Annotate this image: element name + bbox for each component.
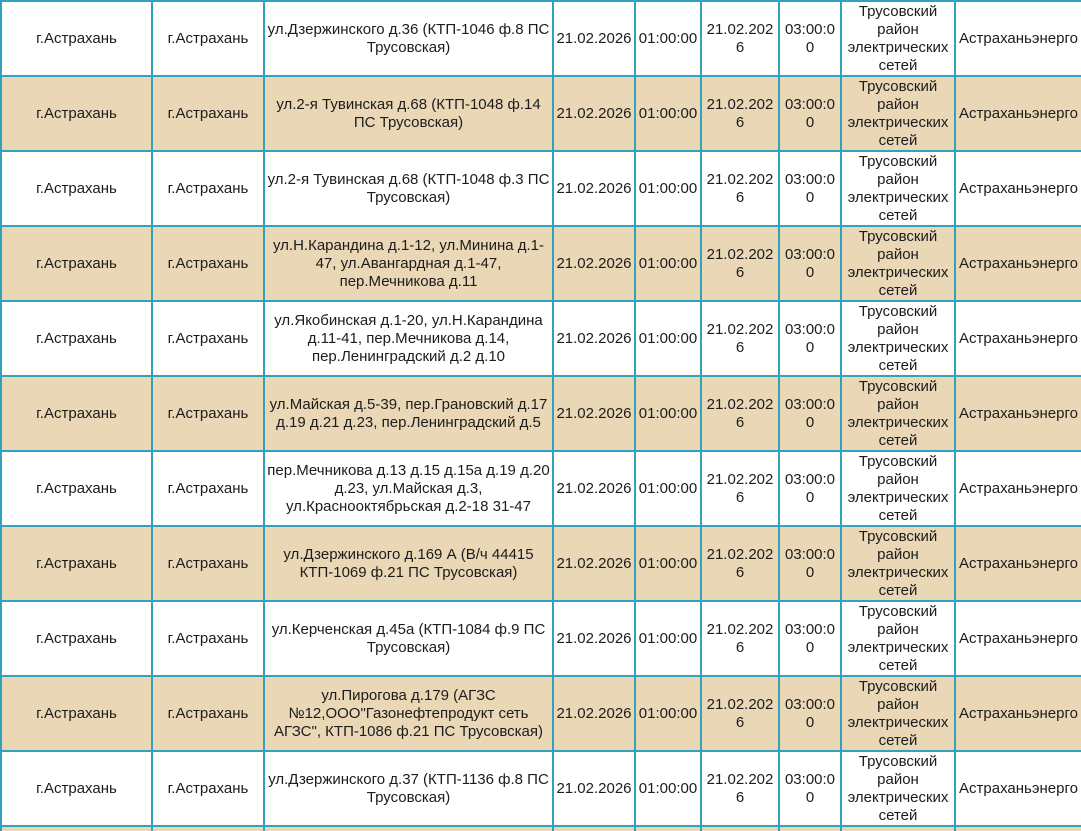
cell-time-end: 03:00:00 bbox=[779, 76, 841, 151]
table-row-partial bbox=[1, 826, 1081, 831]
cell-date-start: 21.02.2026 bbox=[553, 526, 635, 601]
cell-grid-org: Трусовский район электрических сетей bbox=[841, 751, 955, 826]
cell-time-start: 01:00:00 bbox=[635, 751, 701, 826]
cell-date-end: 21.02.2026 bbox=[701, 76, 779, 151]
table-row bbox=[1, 451, 1081, 526]
cell-time-end: 03:00:00 bbox=[779, 601, 841, 676]
cell-company: Астраханьэнерго bbox=[955, 451, 1081, 526]
cell-grid-org: Трусовский район электрических сетей bbox=[841, 526, 955, 601]
cell-time-end: 03:00:00 bbox=[779, 676, 841, 751]
table-row bbox=[1, 76, 1081, 151]
cell-grid-org bbox=[841, 826, 955, 831]
cell-addresses: ул.Н.Карандина д.1-12, ул.Минина д.1-47, ул.Авангардная д.1-47, пер.Мечникова д.11 bbox=[264, 226, 553, 301]
cell-date-start: 21.02.2026 bbox=[553, 676, 635, 751]
cell-time-start: 01:00:00 bbox=[635, 226, 701, 301]
cell-date-start: 21.02.2026 bbox=[553, 451, 635, 526]
cell-time-end: 03:00:00 bbox=[779, 1, 841, 76]
cell-grid-org: Трусовский район электрических сетей bbox=[841, 226, 955, 301]
cell-time-end: 03:00:00 bbox=[779, 451, 841, 526]
cell-grid-org: Трусовский район электрических сетей bbox=[841, 676, 955, 751]
cell-time-start: 01:00:00 bbox=[635, 451, 701, 526]
cell-grid-org: Трусовский район электрических сетей bbox=[841, 1, 955, 76]
table-row bbox=[1, 301, 1081, 376]
cell-date-start: 21.02.2026 bbox=[553, 1, 635, 76]
cell-time-start: 01:00:00 bbox=[635, 676, 701, 751]
cell-grid-org: Трусовский район электрических сетей bbox=[841, 151, 955, 226]
cell-date-end: 21.02.2026 bbox=[701, 601, 779, 676]
cell-addresses: ул.2-я Тувинская д.68 (КТП-1048 ф.14 ПС Трусовская) bbox=[264, 76, 553, 151]
cell-addresses: ул.Дзержинского д.37 (КТП-1136 ф.8 ПС Трусовская) bbox=[264, 751, 553, 826]
cell-company: Астраханьэнерго bbox=[955, 151, 1081, 226]
cell-city2 bbox=[152, 826, 264, 831]
cell-company: Астраханьэнерго bbox=[955, 76, 1081, 151]
cell-grid-org: Трусовский район электрических сетей bbox=[841, 601, 955, 676]
cell-time-start: 01:00:00 bbox=[635, 526, 701, 601]
cell-grid-org: Трусовский район электрических сетей bbox=[841, 451, 955, 526]
cell-city1: г.Астрахань bbox=[1, 226, 152, 301]
cell-date-start: 21.02.2026 bbox=[553, 301, 635, 376]
cell-addresses: ул.Керченская д.45а (КТП-1084 ф.9 ПС Трусовская) bbox=[264, 601, 553, 676]
cell-time-start: 01:00:00 bbox=[635, 301, 701, 376]
cell-addresses: ул.Дзержинского д.169 А (В/ч 44415 КТП-1069 ф.21 ПС Трусовская) bbox=[264, 526, 553, 601]
cell-city1: г.Астрахань bbox=[1, 376, 152, 451]
cell-addresses: ул.Пирогова д.179 (АГЗС №12,ООО"Газонефтепродукт сеть АГЗС", КТП-1086 ф.21 ПС Трусовская) bbox=[264, 676, 553, 751]
cell-company: Астраханьэнерго bbox=[955, 301, 1081, 376]
cell-addresses: ул.Майская д.5-39, пер.Грановский д.17 д.19 д.21 д.23, пер.Ленинградский д.5 bbox=[264, 376, 553, 451]
cell-city2: г.Астрахань bbox=[152, 526, 264, 601]
table-row bbox=[1, 226, 1081, 301]
cell-city1: г.Астрахань bbox=[1, 751, 152, 826]
cell-time-start: 01:00:00 bbox=[635, 601, 701, 676]
cell-time-end: 03:00:00 bbox=[779, 151, 841, 226]
cell-addresses: ул.2-я Тувинская д.68 (КТП-1048 ф.3 ПС Трусовская) bbox=[264, 151, 553, 226]
cell-grid-org: Трусовский район электрических сетей bbox=[841, 76, 955, 151]
cell-company: Астраханьэнерго bbox=[955, 676, 1081, 751]
table-row bbox=[1, 151, 1081, 226]
cell-time-start: 01:00:00 bbox=[635, 76, 701, 151]
cell-date-start: 21.02.2026 bbox=[553, 76, 635, 151]
cell-addresses: пер.Мечникова д.13 д.15 д.15а д.19 д.20 д.23, ул.Майская д.3, ул.Краснооктябрьская д.2-18 31-47 bbox=[264, 451, 553, 526]
cell-city1: г.Астрахань bbox=[1, 676, 152, 751]
cell-time-start: 01:00:00 bbox=[635, 376, 701, 451]
table-row bbox=[1, 751, 1081, 826]
cell-city1 bbox=[1, 826, 152, 831]
cell-city2: г.Астрахань bbox=[152, 601, 264, 676]
cell-company: Астраханьэнерго bbox=[955, 601, 1081, 676]
table-row bbox=[1, 526, 1081, 601]
cell-date-end: 21.02.2026 bbox=[701, 526, 779, 601]
table-row bbox=[1, 1, 1081, 76]
cell-company bbox=[955, 826, 1081, 831]
cell-time-end: 03:00:00 bbox=[779, 376, 841, 451]
cell-addresses: ул.Якобинская д.1-20, ул.Н.Карандина д.11-41, пер.Мечникова д.14, пер.Ленинградский д.2 д.10 bbox=[264, 301, 553, 376]
cell-date-start: 21.02.2026 bbox=[553, 376, 635, 451]
cell-date-end: 21.02.2026 bbox=[701, 151, 779, 226]
cell-addresses bbox=[264, 826, 553, 831]
cell-date-end: 21.02.2026 bbox=[701, 301, 779, 376]
cell-city2: г.Астрахань bbox=[152, 1, 264, 76]
cell-city2: г.Астрахань bbox=[152, 76, 264, 151]
cell-date-end: 21.02.2026 bbox=[701, 451, 779, 526]
cell-company: Астраханьэнерго bbox=[955, 226, 1081, 301]
cell-city1: г.Астрахань bbox=[1, 76, 152, 151]
cell-grid-org: Трусовский район электрических сетей bbox=[841, 376, 955, 451]
cell-date-end: 21.02.2026 bbox=[701, 751, 779, 826]
cell-city1: г.Астрахань bbox=[1, 151, 152, 226]
cell-date-end: 21.02.2026 bbox=[701, 1, 779, 76]
cell-date-start: 21.02.2026 bbox=[553, 601, 635, 676]
cell-time-end: 03:00:00 bbox=[779, 226, 841, 301]
cell-city2: г.Астрахань bbox=[152, 301, 264, 376]
cell-city1: г.Астрахань bbox=[1, 526, 152, 601]
cell-city2: г.Астрахань bbox=[152, 751, 264, 826]
cell-time-end: 03:00:00 bbox=[779, 526, 841, 601]
cell-addresses: ул.Дзержинского д.36 (КТП-1046 ф.8 ПС Трусовская) bbox=[264, 1, 553, 76]
cell-company: Астраханьэнерго bbox=[955, 1, 1081, 76]
cell-time-start bbox=[635, 826, 701, 831]
cell-date-start: 21.02.2026 bbox=[553, 226, 635, 301]
cell-date-start bbox=[553, 826, 635, 831]
cell-date-end: 21.02.2026 bbox=[701, 376, 779, 451]
cell-date-start: 21.02.2026 bbox=[553, 151, 635, 226]
cell-time-start: 01:00:00 bbox=[635, 151, 701, 226]
table-row bbox=[1, 601, 1081, 676]
cell-company: Астраханьэнерго bbox=[955, 526, 1081, 601]
cell-date-end bbox=[701, 826, 779, 831]
cell-time-end: 03:00:00 bbox=[779, 751, 841, 826]
cell-time-start: 01:00:00 bbox=[635, 1, 701, 76]
cell-time-end: 03:00:00 bbox=[779, 301, 841, 376]
cell-company: Астраханьэнерго bbox=[955, 376, 1081, 451]
cell-company: Астраханьэнерго bbox=[955, 751, 1081, 826]
cell-city1: г.Астрахань bbox=[1, 1, 152, 76]
cell-time-end bbox=[779, 826, 841, 831]
outage-table-body bbox=[1, 1, 1081, 831]
cell-city2: г.Астрахань bbox=[152, 451, 264, 526]
cell-city2: г.Астрахань bbox=[152, 226, 264, 301]
cell-city2: г.Астрахань bbox=[152, 676, 264, 751]
cell-city1: г.Астрахань bbox=[1, 301, 152, 376]
cell-city2: г.Астрахань bbox=[152, 376, 264, 451]
cell-city1: г.Астрахань bbox=[1, 451, 152, 526]
table-row bbox=[1, 676, 1081, 751]
cell-city2: г.Астрахань bbox=[152, 151, 264, 226]
table-row bbox=[1, 376, 1081, 451]
cell-grid-org: Трусовский район электрических сетей bbox=[841, 301, 955, 376]
cell-city1: г.Астрахань bbox=[1, 601, 152, 676]
cell-date-start: 21.02.2026 bbox=[553, 751, 635, 826]
cell-date-end: 21.02.2026 bbox=[701, 676, 779, 751]
cell-date-end: 21.02.2026 bbox=[701, 226, 779, 301]
